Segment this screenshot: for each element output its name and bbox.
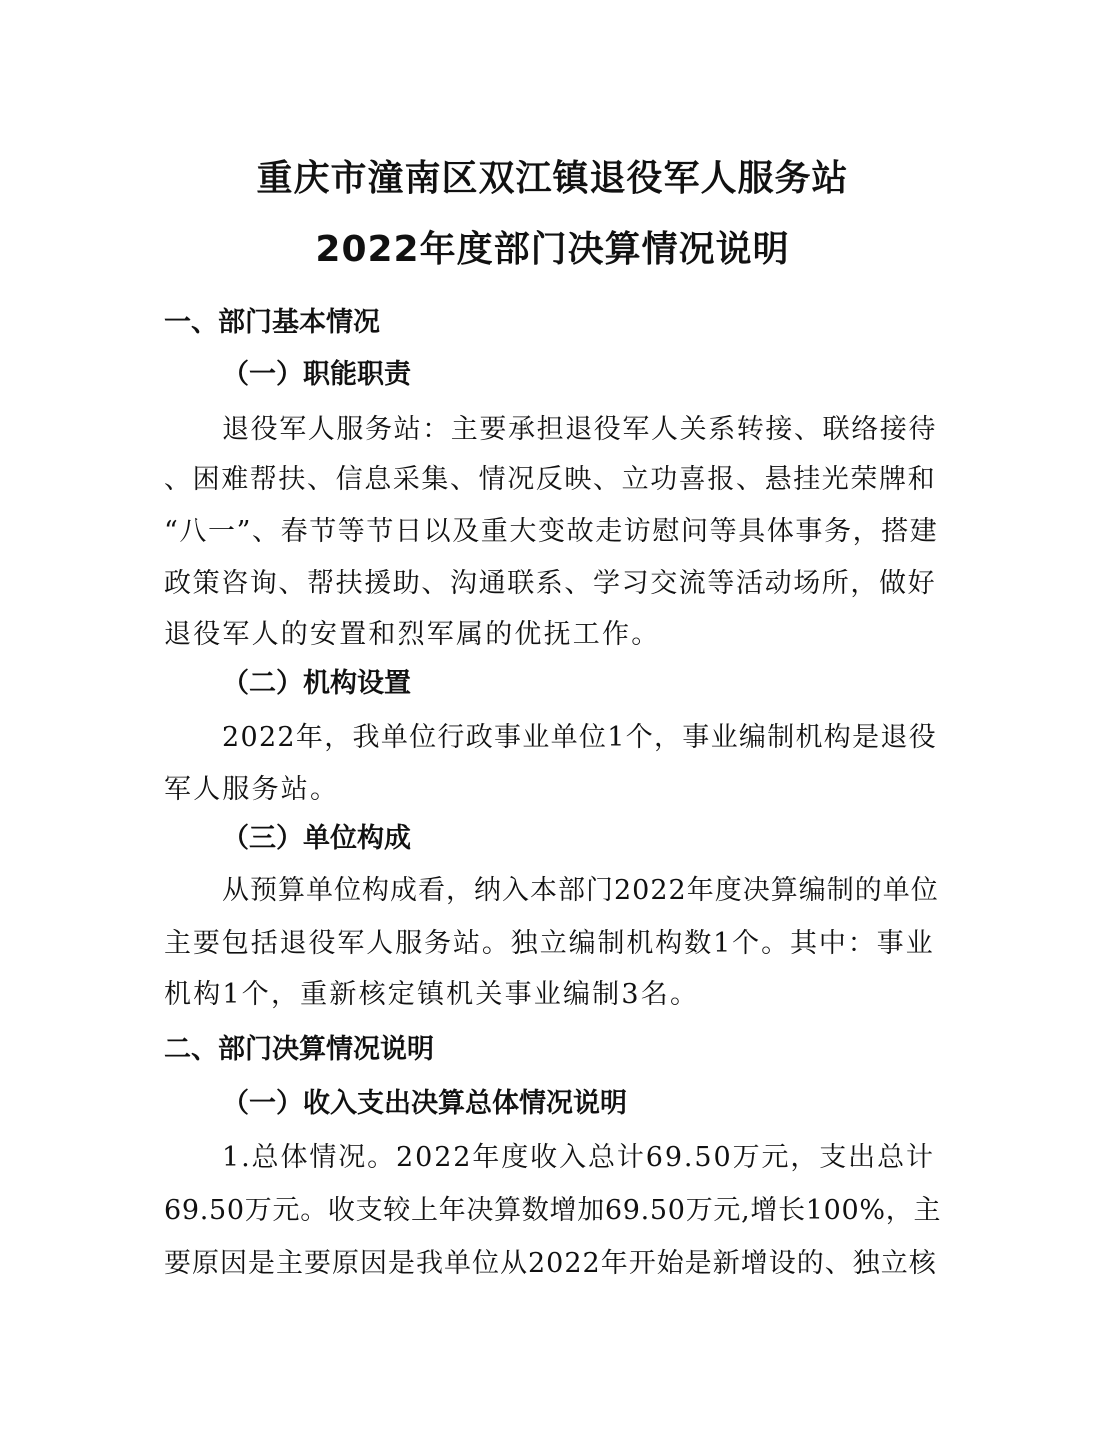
paragraph-line: 从预算单位构成看，纳入本部门2022年度决算编制的单位 bbox=[222, 875, 939, 906]
paragraph-line: 政策咨询、帮扶援助、沟通联系、学习交流等活动场所，做好 bbox=[164, 568, 937, 599]
document-title-line-2: 2022年度部门决算情况说明 bbox=[315, 229, 790, 270]
paragraph-line: 1.总体情况。2022年度收入总计69.50万元，支出总计 bbox=[222, 1142, 935, 1173]
paragraph-line: 军人服务站。 bbox=[164, 774, 340, 805]
paragraph-line: 2022年，我单位行政事业单位1个，事业编制机构是退役 bbox=[222, 722, 937, 753]
paragraph-line: 退役军人的安置和烈军属的优抚工作。 bbox=[164, 619, 661, 650]
paragraph-line: 69.50万元。收支较上年决算数增加69.50万元,增长100%，主 bbox=[164, 1195, 942, 1226]
section-2-1-heading: （一）收入支出决算总体情况说明 bbox=[222, 1088, 627, 1119]
paragraph-line: 机构1个，重新核定镇机关事业编制3名。 bbox=[164, 979, 700, 1010]
paragraph-line: 、困难帮扶、信息采集、情况反映、立功喜报、悬挂光荣牌和 bbox=[164, 464, 937, 495]
document-title-line-1: 重庆市潼南区双江镇退役军人服务站 bbox=[256, 158, 849, 199]
section-1-3-heading: （三）单位构成 bbox=[222, 823, 411, 854]
section-1-1-heading: （一）职能职责 bbox=[222, 359, 411, 390]
section-1-2-heading: （二）机构设置 bbox=[222, 668, 411, 699]
paragraph-line: 主要包括退役军人服务站。独立编制机构数1个。其中：事业 bbox=[164, 928, 935, 959]
section-2-heading: 二、部门决算情况说明 bbox=[164, 1034, 434, 1065]
paragraph-line: “八一”、春节等节日以及重大变故走访慰问等具体事务，搭建 bbox=[164, 516, 939, 547]
paragraph-line: 退役军人服务站：主要承担退役军人关系转接、联络接待 bbox=[222, 414, 937, 445]
section-1-heading: 一、部门基本情况 bbox=[164, 307, 380, 338]
paragraph-line: 要原因是主要原因是我单位从2022年开始是新增设的、独立核 bbox=[164, 1248, 937, 1279]
